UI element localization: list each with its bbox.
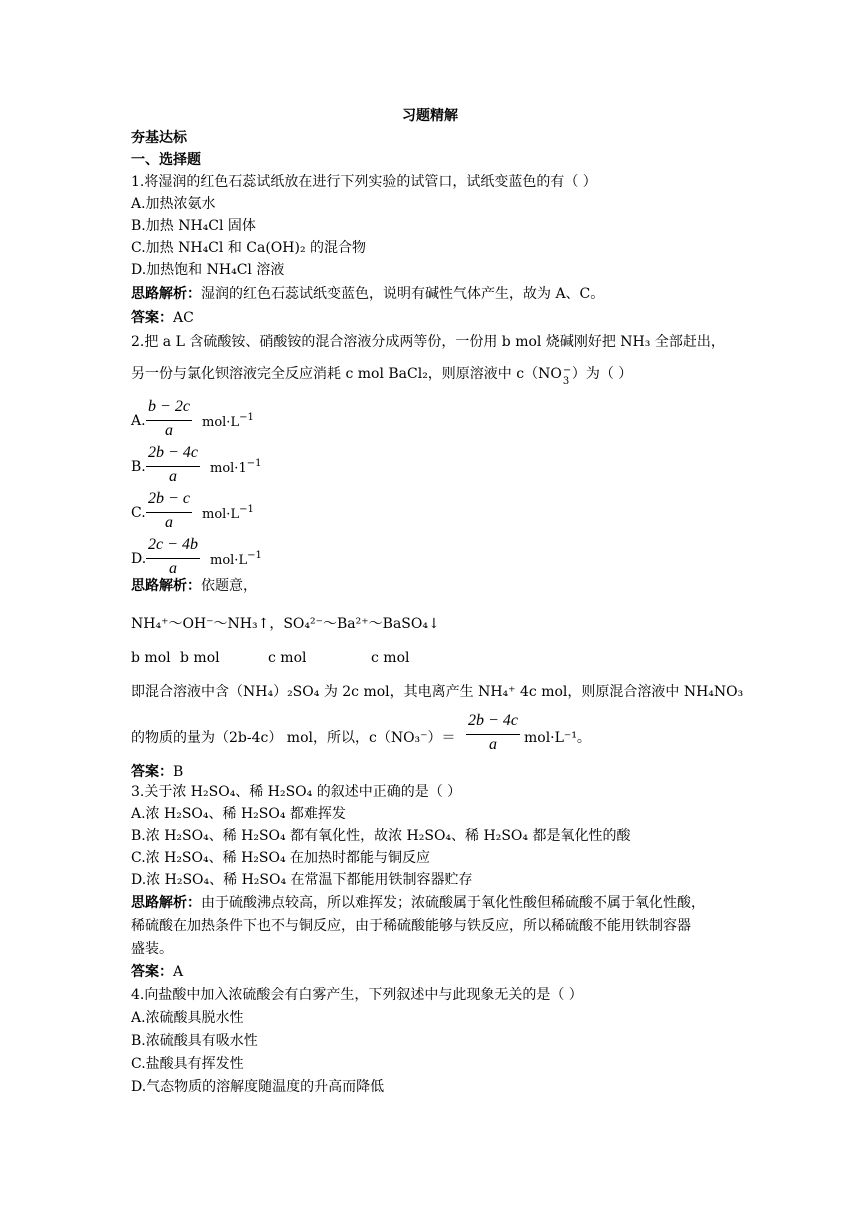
q3-answer <box>131 962 183 982</box>
unit-exponent: −1 <box>239 412 254 423</box>
fraction-denominator: a <box>165 514 173 531</box>
fraction-bar <box>146 558 200 559</box>
unit-text: mol·1 <box>210 461 247 476</box>
fraction-numerator: 2b − 4c <box>468 712 518 729</box>
q2-option-unit <box>210 458 261 476</box>
q1-option-c: C.加热 NH₄Cl 和 Ca(OH)₂ 的混合物 <box>131 240 367 256</box>
q2-mol-3: c mol <box>268 650 307 666</box>
q4-option-b: B.浓硫酸具有吸水性 <box>131 1033 258 1049</box>
q2-option-unit <box>210 550 262 568</box>
q3-stem: 3.关于浓 H₂SO₄、稀 H₂SO₄ 的叙述中正确的是（ ） <box>131 784 462 800</box>
answer-value: AC <box>173 310 194 326</box>
fraction-numerator: b − 2c <box>148 398 190 415</box>
section-heading: 夯基达标 <box>131 130 187 146</box>
q4-option-d: D.气态物质的溶解度随温度的升高而降低 <box>131 1079 385 1095</box>
part-heading: 一、选择题 <box>131 152 201 168</box>
q1-option-b: B.加热 NH₄Cl 固体 <box>131 218 256 234</box>
unit-exponent: −1 <box>247 550 262 561</box>
q2-result-unit: mol·L⁻¹。 <box>524 730 591 746</box>
q4-stem: 4.向盐酸中加入浓硫酸会有白雾产生，下列叙述中与此现象无关的是（ ） <box>131 987 583 1003</box>
unit-text: mol·L <box>202 507 240 522</box>
q3-option-c: C.浓 H₂SO₄、稀 H₂SO₄ 在加热时都能与铜反应 <box>131 850 431 866</box>
q1-stem: 1.将湿润的红色石蕊试纸放在进行下列实验的试管口，试纸变蓝色的有（ ） <box>131 174 597 190</box>
analysis-label: 思路解析： <box>131 578 201 594</box>
q1-analysis <box>131 284 604 304</box>
fraction-numerator: 2b − c <box>148 490 190 507</box>
answer-value: B <box>173 764 184 780</box>
q2-option-unit <box>202 504 254 522</box>
unit-text: mol·L <box>202 415 240 430</box>
q2-option-fraction <box>146 490 192 536</box>
q4-option-c: C.盐酸具有挥发性 <box>131 1056 244 1072</box>
q3-analysis-line3: 盛装。 <box>131 941 173 957</box>
q2-stem-line2 <box>131 364 633 387</box>
analysis-label: 思路解析： <box>131 895 201 911</box>
q2-option-letter: C. <box>131 505 146 521</box>
fraction-denominator: a <box>489 736 497 753</box>
q2-result-fraction <box>466 712 520 758</box>
q2-option-letter: B. <box>131 459 146 475</box>
answer-label: 答案： <box>131 310 173 326</box>
fraction-numerator: 2b − 4c <box>148 444 198 461</box>
analysis-text-1: 由于硫酸沸点较高，所以难挥发；浓硫酸属于氧化性酸但稀硫酸不属于氧化性酸， <box>201 895 705 911</box>
q2-stem-line1: 2.把 a L 含硫酸铵、硝酸铵的混合溶液分成两等份，一份用 b mol 烧碱刚好把 NH₃ 全部赶出， <box>131 334 725 350</box>
q3-option-b: B.浓 H₂SO₄、稀 H₂SO₄ 都有氧化性，故浓 H₂SO₄、稀 H₂SO₄ 都是氧化性的酸 <box>131 828 631 844</box>
q2-analysis-line3: 即混合溶液中含（NH₄）₂SO₄ 为 2c mol，其电离产生 NH₄⁺ 4c mol，则原混合溶液中 NH₄NO₃ <box>131 684 744 700</box>
analysis-text: 依题意， <box>201 578 257 594</box>
q2-mol-2: b mol <box>180 650 220 666</box>
fraction-bar <box>146 466 200 467</box>
q2-mol-4: c mol <box>371 650 410 666</box>
page-title: 习题精解 <box>402 108 458 124</box>
fraction-bar <box>466 734 520 735</box>
q2-stem-line2-a: 另一份与氯化钡溶液完全反应消耗 c mol BaCl₂，则原溶液中 c（NO <box>131 366 562 382</box>
unit-exponent: −1 <box>239 504 254 515</box>
answer-label: 答案： <box>131 964 173 980</box>
q2-answer <box>131 762 183 782</box>
q1-answer <box>131 308 194 328</box>
q2-equation: NH₄⁺～OH⁻～NH₃↑，SO₄²⁻～Ba²⁺～BaSO₄↓ <box>131 616 440 632</box>
q3-option-a: A.浓 H₂SO₄、稀 H₂SO₄ 都难挥发 <box>131 806 346 822</box>
fraction-numerator: 2c − 4b <box>148 536 198 553</box>
answer-value: A <box>173 964 184 980</box>
fraction-denominator: a <box>169 468 177 485</box>
answer-label: 答案： <box>131 764 173 780</box>
q3-analysis-line2: 稀硫酸在加热条件下也不与铜反应，由于稀硫酸能够与铁反应，所以稀硫酸不能用铁制容器 <box>131 918 691 934</box>
analysis-text: 湿润的红色石蕊试纸变蓝色，说明有碱性气体产生，故为 A、C。 <box>201 286 605 302</box>
fraction-denominator: a <box>165 422 173 439</box>
q2-option-unit <box>202 412 254 430</box>
fraction-bar <box>146 512 192 513</box>
q2-stem-line2-b: ）为（ ） <box>571 366 633 382</box>
q2-analysis-line4: 的物质的量为（2b-4c） mol，所以，c（NO₃⁻）＝ <box>131 730 456 746</box>
nitrate-charge: − 3 <box>562 365 572 387</box>
q4-option-a: A.浓硫酸具脱水性 <box>131 1010 244 1026</box>
unit-exponent: −1 <box>246 458 262 469</box>
unit-text: mol·L <box>210 553 248 568</box>
q1-option-a: A.加热浓氨水 <box>131 196 216 212</box>
q2-analysis <box>131 576 257 596</box>
q3-option-d: D.浓 H₂SO₄、稀 H₂SO₄ 在常温下都能用铁制容器贮存 <box>131 872 473 888</box>
q3-analysis <box>131 893 705 913</box>
fraction-bar <box>146 420 192 421</box>
analysis-label: 思路解析： <box>131 286 201 302</box>
q2-option-fraction <box>146 444 200 490</box>
q2-option-letter: D. <box>131 551 147 567</box>
q2-option-letter: A. <box>131 413 146 429</box>
q1-option-d: D.加热饱和 NH₄Cl 溶液 <box>131 262 285 278</box>
fraction-denominator: a <box>169 560 177 577</box>
q2-option-fraction <box>146 398 192 444</box>
q2-mol-1: b mol <box>131 650 171 666</box>
